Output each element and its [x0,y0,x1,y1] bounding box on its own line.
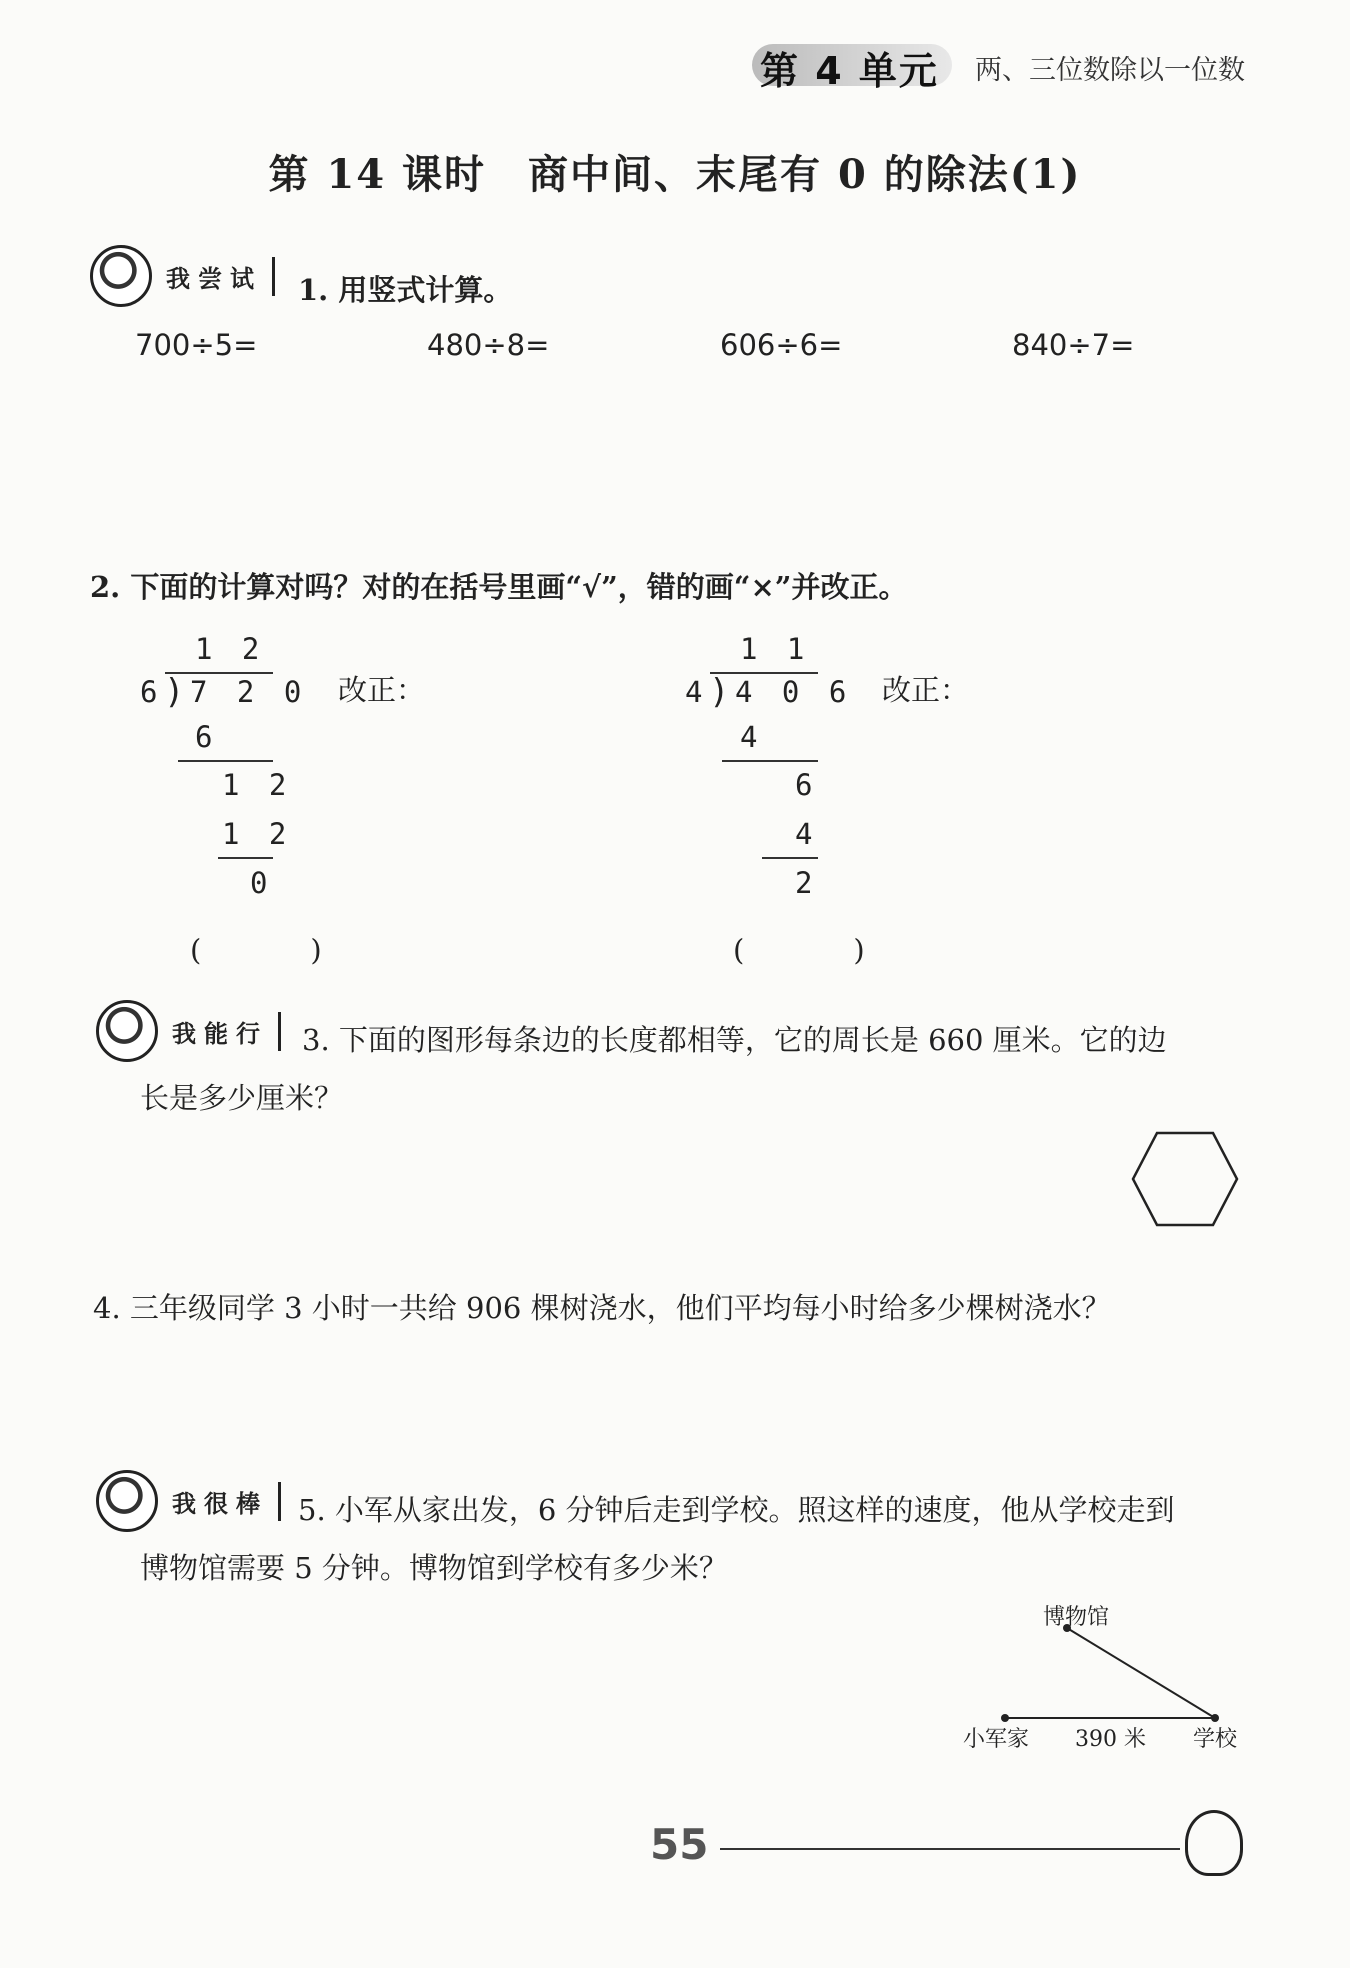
q1-title: 1. 用竖式计算。 [298,273,513,307]
q1-item: 700÷5= [135,328,258,362]
mascot-icon [96,1000,158,1062]
step-row: 2 [795,866,819,900]
step-line [762,857,818,859]
section-label: 我尝试 [158,257,275,296]
q2-title: 2. 下面的计算对吗？对的在括号里画“√”，错的画“×”并改正。 [90,570,908,604]
mascot-icon [90,245,152,307]
hexagon-figure [1130,1130,1240,1230]
label-home: 小军家 [963,1727,1030,1752]
step-row: 1 2 [222,817,293,851]
q1-item: 606÷6= [720,328,843,362]
q1-item: 840÷7= [1012,328,1135,362]
divisor: 4 [685,675,709,709]
step-row: 0 [250,866,274,900]
divisor: 6 [140,675,164,709]
step-row: 4 [795,817,819,851]
answer-paren[interactable]: ( ) [190,933,362,967]
mascot-icon [96,1470,158,1532]
step-row: 6 [195,720,219,754]
q3-line1: 3. 下面的图形每条边的长度都相等，它的周长是 660 厘米。它的边 [302,1023,1167,1057]
quotient: 1 1 [740,632,811,666]
section-label: 我能行 [164,1012,281,1051]
label-distance: 390 米 [1075,1727,1146,1752]
dividend: 4 0 6 [735,675,853,709]
page-number: 55 [650,1820,709,1869]
step-line [218,857,273,859]
q4-text: 4. 三年级同学 3 小时一共给 906 棵树浇水，他们平均每小时给多少棵树浇水？ [93,1291,1111,1325]
quotient: 1 2 [195,632,266,666]
section-label: 我很棒 [164,1482,281,1521]
step-line [178,760,273,762]
footer-rule [720,1848,1180,1850]
step-line [722,760,818,762]
footer-mascot-icon [1185,1810,1243,1876]
step-row: 1 2 [222,768,293,802]
answer-paren[interactable]: ( ) [733,933,905,967]
q5-line2: 博物馆需要 5 分钟。博物馆到学校有多少米？ [140,1551,728,1585]
q1-item: 480÷8= [427,328,550,362]
division-bracket: ) [164,672,191,712]
q3-line2: 长是多少厘米？ [140,1081,344,1115]
distance-diagram [990,1620,1230,1730]
q5-line1: 5. 小军从家出发，6 分钟后走到学校。照这样的速度，他从学校走到 [298,1493,1175,1527]
section-badge-great [96,1470,281,1532]
correction-label: 改正： [882,673,970,707]
step-row: 4 [740,720,764,754]
dividend: 7 2 0 [190,675,308,709]
division-bracket: ) [709,672,736,712]
unit-topic: 两、三位数除以一位数 [975,55,1245,86]
step-row: 6 [795,768,819,802]
label-school: 学校 [1193,1727,1238,1752]
section-badge-try [90,245,275,307]
section-badge-can [96,1000,281,1062]
lesson-title: 第 14 课时 商中间、末尾有 0 的除法(1) [268,151,1082,198]
unit-label: 第 4 单元 [760,49,939,93]
correction-label: 改正： [338,673,426,707]
label-museum: 博物馆 [1043,1605,1110,1630]
